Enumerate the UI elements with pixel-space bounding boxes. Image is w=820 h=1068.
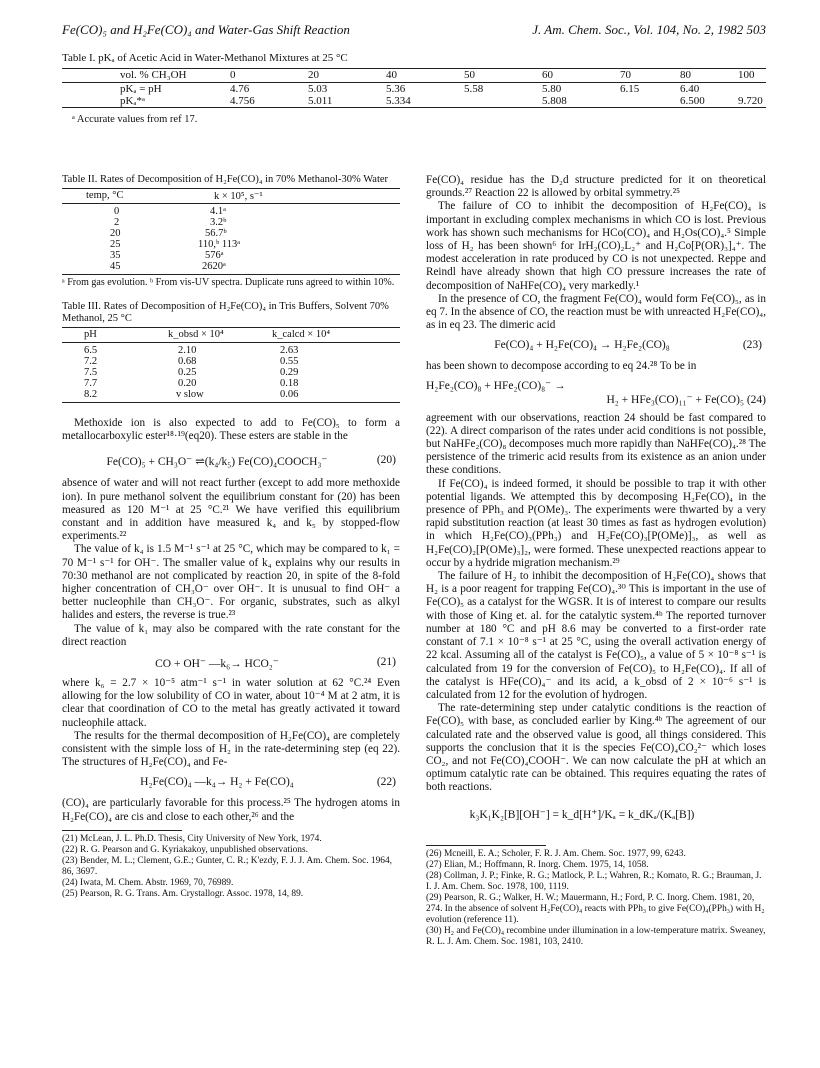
table3-caption: Table III. Rates of Decomposition of H₂Fe(CO)₄ in Tris Buffers, Solvent 70% Methanol, 25 °C <box>62 301 389 324</box>
table-cell: 5.334 <box>386 95 411 107</box>
table-cell: 9.720 <box>738 95 763 107</box>
footnote: (21) McLean, J. L. Ph.D. Thesis, City University of New York, 1974. <box>62 833 322 844</box>
table-cell: 70 <box>620 69 631 81</box>
body-paragraph: The failure of CO to inhibit the decomposition of H₂Fe(CO)₄ is important in excluding complex mechanisms in which CO is lost. Previous work has shown such mechanisms for HCo(CO)₄ and H₂Os(CO)₄.⁵ Simple loss of H₂ has been shown⁶ for IrH₂(CO)₂L₂⁺ and H₂Co[P(OR)₃]₄⁺. The modest acceleration in rate produced by CO is not unexpected. Reppe and Reindl have already shown that high CO pressure increases the rate of decomposition of NaHFe(CO)₄ very markedly.¹ <box>426 200 766 292</box>
table-cell: pKₐ*ᵃ <box>120 95 145 107</box>
equation-21 <box>62 649 400 677</box>
body-paragraph: The value of k₁ may also be compared with the rate constant for the direct reaction <box>62 622 400 648</box>
equation-23 <box>426 332 766 360</box>
footnote: (27) Elian, M.; Hoffmann, R. Inorg. Chem. 1975, 14, 1058. <box>426 859 649 870</box>
footnote: (23) Bender, M. L.; Clement, G.E.; Gunter, C. R.; K'ezdy, F. J. J. Am. Chem. Soc. 1964, 86, 3697. <box>62 855 393 877</box>
body-paragraph: absence of water and will not react further (except to add more methoxide ion). In pure methanol solvent the equilibrium constant for (20) has been measured as 120 M⁻¹ at 25 °C.²¹ We have verified this equilibrium constant and in addition have measured k₄ and k₅ by stopped-flow experiments.²² <box>62 477 400 543</box>
body-paragraph: If Fe(CO)₄ is indeed formed, it should be possible to trap it with other potential ligands. We attempted this by decomposing H₂Fe(CO)₄ in the presence of PPh₃ and P(OMe)₃. The experiments were thwarted by a very rapid substitution reaction (at least 30 times as fast as hydrogen evolution) in which H₂Fe(CO)₃(PPh₃) and H₂Fe(CO)₃[P(OMe)]₃, as well as H₂Fe(CO)₂[P(OMe)₃]₂, were formed. These unexpected reactions appear to occur by a hydride migration mechanism.²⁹ <box>426 477 766 569</box>
left-column <box>62 174 400 900</box>
running-header <box>62 22 766 42</box>
equation-25 <box>426 795 766 835</box>
equation-body: H₂Fe(CO)₄ —k₄→ H₂ + Fe(CO)₄ <box>140 776 294 789</box>
table-cell: 5.03 <box>308 83 328 95</box>
table-row: 7.2 0.68 0.55 <box>84 356 299 367</box>
right-column <box>426 174 766 948</box>
body-paragraph: The results for the thermal decomposition of H₂Fe(CO)₄ are completely consistent with the simple loss of H₂ in the rate-determining step (eq 22). The structures of H₂Fe(CO)₄ and Fe- <box>62 729 400 769</box>
table-cell: vol. % CH₃OH <box>120 69 187 81</box>
table1 <box>62 68 766 108</box>
table-cell: 5.80 <box>542 83 562 95</box>
table-header-cell: temp, °C <box>86 190 124 201</box>
table-row: 7.5 0.25 0.29 <box>84 367 299 378</box>
body-paragraph: In the presence of CO, the fragment Fe(CO)₄ would form Fe(CO)₅, as in eq 7. In the absence of CO, the reaction must be with unreacted H₂Fe(CO)₄, as in eq 23. The dimeric acid <box>426 292 766 332</box>
equation-body: Fe(CO)₅ + CH₃O⁻ ⇌(k₄/k₅) Fe(CO)₄COOCH₃⁻ <box>106 456 328 469</box>
header-title: Fe(CO)₅ and H₂Fe(CO)₄ and Water-Gas Shift Reaction <box>62 22 350 37</box>
table-header-cell: k_obsd × 10⁴ <box>168 329 224 340</box>
table1-caption: Table I. pKₐ of Acetic Acid in Water-Methanol Mixtures at 25 °C <box>62 52 348 64</box>
footnote: (26) Mcneill, E. A.; Scholer, F. R. J. Am. Chem. Soc. 1977, 99, 6243. <box>426 848 686 859</box>
table-cell: 100 <box>738 69 755 81</box>
table-row: 8.2 v slow 0.06 <box>84 389 299 400</box>
body-paragraph: Methoxide ion is also expected to add to Fe(CO)₅ to form a metallocarboxylic ester¹⁸·¹⁹(eq20). These esters are stable in the <box>62 417 400 443</box>
table-row: 35 576ᵃ <box>110 250 224 261</box>
table2-caption: Table II. Rates of Decomposition of H₂Fe(CO)₄ in 70% Methanol-30% Water <box>62 174 389 185</box>
body-paragraph: The rate-determining step under catalytic conditions is the reaction of Fe(CO)₅ with base, as concluded earlier by King.⁴ᵇ The agreement of our calculated rate and the observed value is good, all things considered. This supports the conclusion that it is the species Fe(CO)₄CO₂²⁻ which loses CO₂, and not Fe(CO)₄COOH⁻. We can now calculate the pH at which an optimum catalytic rate can be obtained. This requires equating the rates of both reactions. <box>426 702 766 794</box>
table1-footnote: ᵃ Accurate values from ref 17. <box>72 114 198 125</box>
footnote: (22) R. G. Pearson and G. Kyriakakoy, unpublished observations. <box>62 844 308 855</box>
table-row: 6.5 2.10 2.63 <box>84 345 299 356</box>
equation-body: k₃K₁K₂[B][OH⁻] = k_d[H⁺]/Kₐ = k_dKₐ/(Kₐ[B]) <box>469 808 695 821</box>
table-row: 45 2620ᵃ <box>110 261 226 272</box>
table-row <box>62 69 766 83</box>
equation-24 <box>426 379 766 407</box>
footnote: (24) Iwata, M. Chem. Abstr. 1969, 70, 76989. <box>62 877 234 888</box>
table-cell: 6.40 <box>680 83 700 95</box>
body-paragraph: The failure of H₂ to inhibit the decomposition of H₂Fe(CO)₄ shows that H₂ is a poor reagent for trapping Fe(CO)₄.³⁰ This is important in the use of Fe(CO)₅ as a catalyst for the WGSR. It is of interest to compare our results with those of King et. al. for the catalytic system.⁴ᵇ The reported turnover number at 180 °C and pH 8.6 may be converted to a first-order rate constant of 7.1 × 10⁻⁸ s⁻¹ at 25 °C, using the overall activation energy of 22 kcal. Assuming all of the catalyst is Fe(CO)₅, a value of 5 × 10⁻⁸ s⁻¹ is calculated from 19 for the conversion of Fe(CO)₅ to H₂Fe(CO)₄. If all of the catalyst is HFe(CO)₄⁻ and its acid, a k_obsd of 2 × 10⁻⁶ s⁻¹ is calculated from 12 for the evolution of hydrogen. <box>426 570 766 701</box>
table-cell: 60 <box>542 69 553 81</box>
journal-page <box>62 22 766 1052</box>
table-row: 2 3.2ᵇ <box>114 217 227 228</box>
table-row: 7.7 0.20 0.18 <box>84 378 299 389</box>
table2 <box>62 188 400 275</box>
table-row <box>62 95 766 107</box>
equation-number: (22) <box>376 776 396 789</box>
table2-footnote: ᵃ From gas evolution. ᵇ From vis-UV spectra. Duplicate runs agreed to within 10%. <box>62 277 395 288</box>
body-paragraph: (CO)₄ are particularly favorable for this process.²⁵ The hydrogen atoms in H₂Fe(CO)₄ are cis and close to each other,²⁶ and the <box>62 797 400 823</box>
table-cell: 4.76 <box>230 83 250 95</box>
table-cell: 80 <box>680 69 691 81</box>
table-header-cell: pH <box>84 329 97 340</box>
body-paragraph: where k₆ = 2.7 × 10⁻⁵ atm⁻¹ s⁻¹ in water solution at 62 °C.²⁴ Even allowing for the low solubility of CO in water, about 10⁻⁴ M at 2 atm, it is clear that coordination of CO to the metal has greatly activated it toward nucleophile attack. <box>62 677 400 729</box>
table-header-row <box>62 189 400 204</box>
table-cell: pKₐ = pH <box>120 83 162 95</box>
table-header-row <box>62 328 400 343</box>
table-cell: 5.011 <box>308 95 333 107</box>
body-paragraph: has been shown to decompose according to eq 24.²⁸ To be in <box>426 360 697 373</box>
body-paragraph: agreement with our observations, reaction 24 should be fast compared to (22). A direct comparison of the rates under acid conditions is not possible, but NaHFe₂(CO)₈ decomposes much more rapidly than NaHFe(CO)₄.²⁸ The persistence of the trimeric acid results from its existence as an anion under these conditions. <box>426 411 766 477</box>
table-cell: 50 <box>464 69 475 81</box>
body-paragraph: Fe(CO)₄ residue has the D₂d structure predicted for it on theoretical grounds.²⁷ Reaction 22 is allowed by orbital symmetry.²⁵ <box>426 174 766 200</box>
table-cell: 40 <box>386 69 397 81</box>
table-cell: 5.808 <box>542 95 567 107</box>
table-cell: 0 <box>230 69 236 81</box>
table-cell: 6.15 <box>620 83 640 95</box>
footnote: (30) H₂ and Fe(CO)₄ recombine under illumination in a low-temperature matrix. Sweaney, R. L. J. Am. Chem. Soc. 1981, 103, 2410. <box>426 925 766 947</box>
footnote: (28) Collman, J. P.; Finke, R. G.; Matlock, P. L.; Wahren, R.; Komato, R. G.; Brauman, J. I. J. Am. Chem. Soc. 1978, 100, 1119. <box>426 870 762 892</box>
equation-22 <box>62 769 400 797</box>
header-citation: J. Am. Chem. Soc., Vol. 104, No. 2, 1982 503 <box>532 22 766 37</box>
table-row: 20 56.7ᵇ <box>110 228 227 239</box>
table-header-cell: k_calcd × 10⁴ <box>272 329 330 340</box>
table3 <box>62 327 400 403</box>
equation-number: (23) <box>742 339 762 352</box>
table-cell: 5.36 <box>386 83 406 95</box>
equation-body: H₂ + HFe₃(CO)₁₁⁻ + Fe(CO)₅ (24) <box>606 393 766 406</box>
equation-20 <box>62 443 400 477</box>
table-cell: 20 <box>308 69 319 81</box>
table-row: 25 110,ᵇ 113ᵃ <box>110 239 241 250</box>
footnote: (29) Pearson, R. G.; Walker, H. W.; Mauermann, H.; Ford, P. C. Inorg. Chem. 1981, 20, 274. In the absence of solvent H₂Fe(CO)₄ reacts with PPh₃ to give Fe(CO)₄(PPh₃) with H₂ evolution (reference 11). <box>426 892 765 925</box>
equation-number: (21) <box>376 656 396 669</box>
table-cell: 5.58 <box>464 83 484 95</box>
footnote: (25) Pearson, R. G. Trans. Am. Crystallogr. Assoc. 1978, 14, 89. <box>62 888 304 899</box>
footnote-divider <box>62 830 182 831</box>
table-cell: 6.500 <box>680 95 705 107</box>
table-header-cell: k × 10⁵, s⁻¹ <box>214 191 263 202</box>
equation-body: Fe(CO)₄ + H₂Fe(CO)₄ → H₂Fe₂(CO)₈ <box>494 339 670 352</box>
equation-body: H₂Fe₂(CO)₈ + HFe₂(CO)₈⁻ → <box>426 379 566 392</box>
body-paragraph: The value of k₄ is 1.5 M⁻¹ s⁻¹ at 25 °C, which may be compared to k₁ = 70 M⁻¹ s⁻¹ for OH⁻. The smaller value of k₄ explains why our results in 70:30 methanol are not complicated by reaction 20, in spite of the 8-fold higher concentration of CH₃O⁻ over OH⁻. It is unusual to find OH⁻ a better nucleophile than CH₃O⁻. For organic, substrates, such as alkyl halides and esters, the reverse is true.²³ <box>62 543 400 622</box>
equation-number: (20) <box>376 454 396 467</box>
table-cell: 4.756 <box>230 95 255 107</box>
table-row: 0 4.1ᵃ <box>114 206 226 217</box>
table-row <box>62 83 766 95</box>
equation-body: CO + OH⁻ —k₆→ HCO₂⁻ <box>155 658 279 671</box>
footnote-divider <box>426 845 546 846</box>
